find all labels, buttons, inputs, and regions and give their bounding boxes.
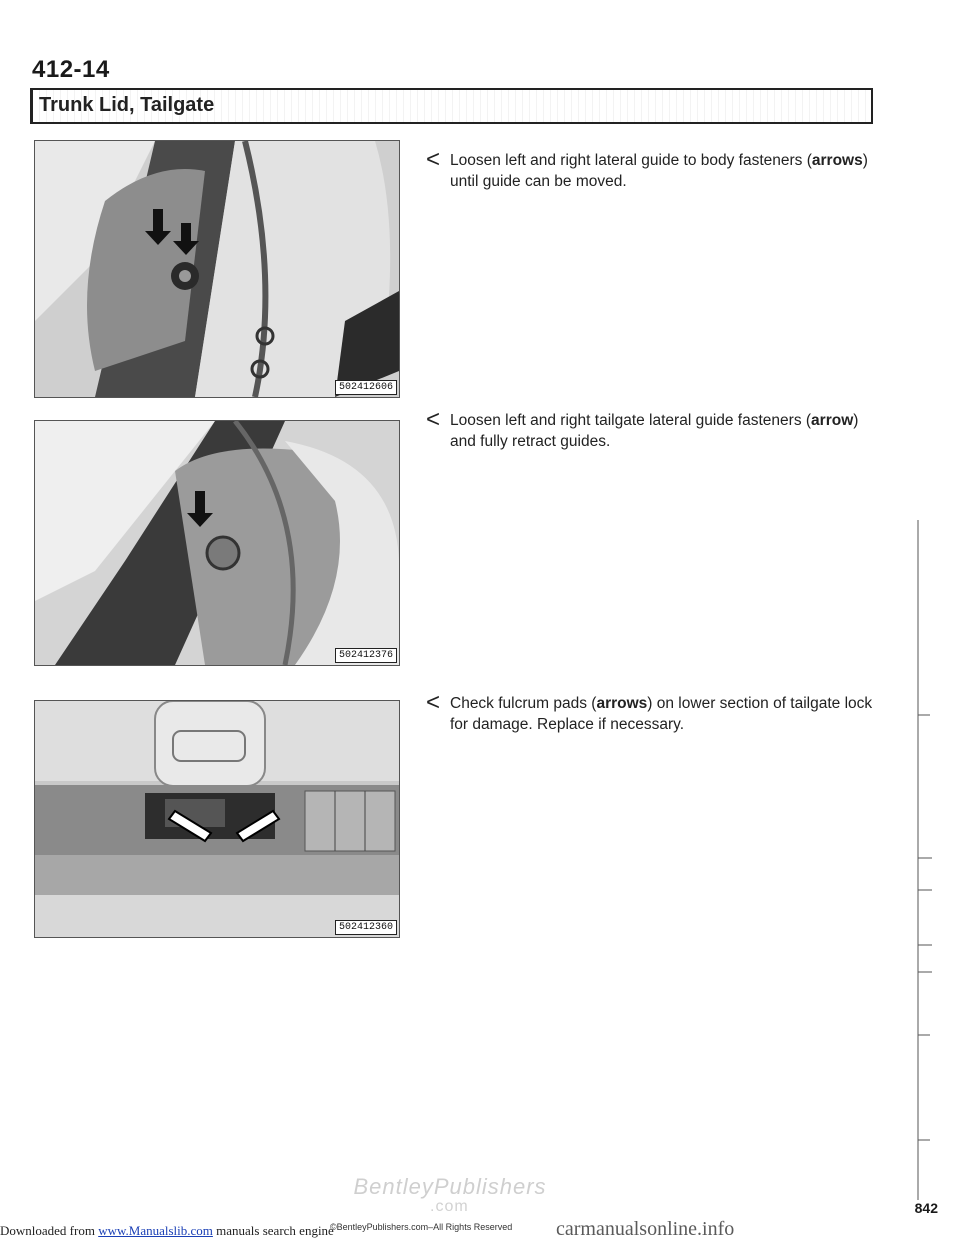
step-1-text: < Loosen left and right lateral guide to body fasteners (arrows) until guide can be moved. bbox=[426, 146, 868, 190]
figure-1-code: 502412606 bbox=[335, 380, 397, 395]
figure-2-photo bbox=[34, 420, 400, 666]
figure-3-illustration bbox=[35, 701, 399, 937]
figure-3-code: 502412360 bbox=[335, 920, 397, 935]
figure-2-illustration bbox=[35, 421, 399, 665]
figure-1-illustration bbox=[35, 141, 399, 397]
step-2-text: < Loosen left and right tailgate lateral guide fasteners (arrow) and fully retract guides. bbox=[426, 406, 859, 450]
step-3-text: < Check fulcrum pads (arrows) on lower section of tailgate lock for damage. Replace if necessary. bbox=[426, 689, 873, 733]
figure-2-code: 502412376 bbox=[335, 648, 397, 663]
margin-scan-marks bbox=[900, 0, 960, 1242]
copyright-notice: ©BentleyPublishers.com–All Rights Reserved bbox=[330, 1222, 513, 1232]
manualslib-link[interactable]: www.Manualslib.com bbox=[98, 1223, 213, 1238]
page-number: 412-14 bbox=[32, 56, 110, 83]
figure-3-photo bbox=[34, 700, 400, 938]
section-title: Trunk Lid, Tailgate bbox=[39, 94, 215, 116]
pointer-arrow-icon: < bbox=[426, 406, 441, 433]
figure-1-photo bbox=[34, 140, 400, 398]
pointer-arrow-icon: < bbox=[426, 146, 441, 173]
publisher-watermark: BentleyPublishers bbox=[353, 1174, 547, 1199]
site-watermark: carmanualsonline.info bbox=[556, 1218, 735, 1240]
document-reference-number: 842 bbox=[914, 1200, 938, 1216]
download-footer: Downloaded from www.Manualslib.com manuals search engine bbox=[0, 1223, 334, 1238]
section-header bbox=[30, 88, 873, 124]
publisher-watermark-domain: .com bbox=[430, 1198, 469, 1215]
pointer-arrow-icon: < bbox=[426, 689, 441, 716]
